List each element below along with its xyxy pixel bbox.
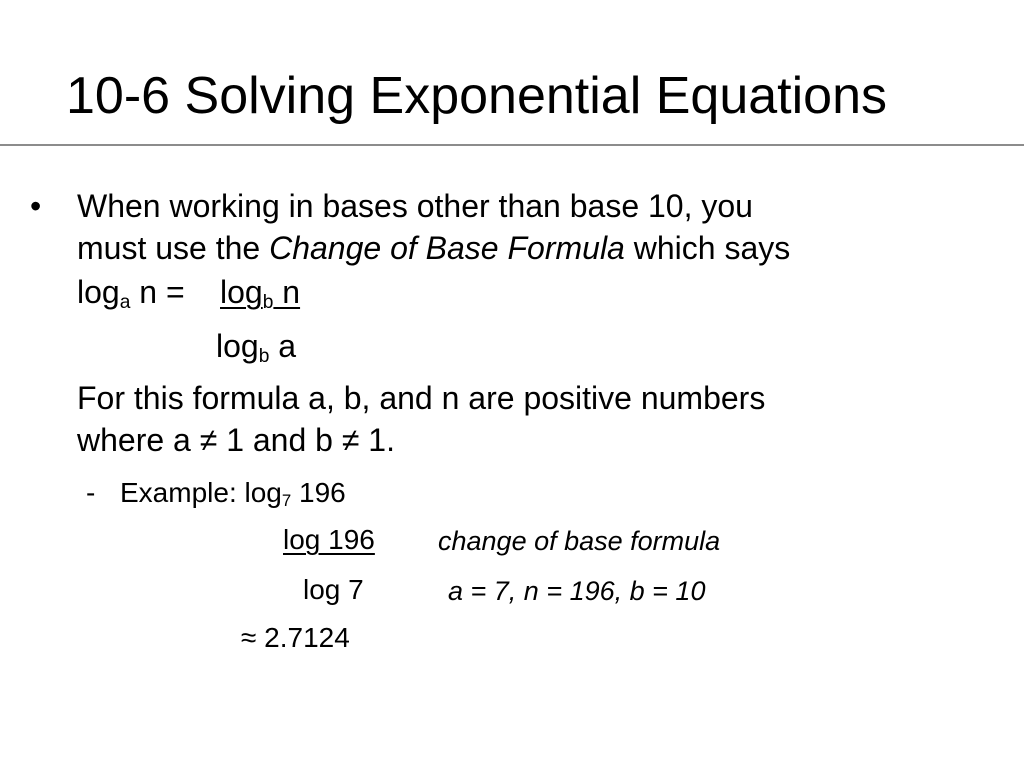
example-result: ≈ 2.7124 [241,622,350,653]
example-base: 7 [281,491,292,511]
bullet-marker: • [30,188,42,224]
slide-title: 10-6 Solving Exponential Equations [66,67,888,125]
example-label: Example: log [120,477,282,508]
formula-lhs-base: a [119,291,131,313]
example-dash: - [86,477,96,508]
title-divider [0,144,1024,146]
example-denominator: log 7 [303,574,364,605]
bullet-line-2-end: which says [624,230,791,266]
formula-num-log: log [220,274,263,310]
formula-lhs-log: log [77,274,120,310]
bullet-line-2 [77,228,790,268]
example-numerator [283,523,375,557]
formula-num-rest: n [273,274,301,310]
example-argument: 196 [291,477,346,508]
para-line-2: where a ≠ 1 and b ≠ 1. [77,422,395,458]
note-values: a = 7, n = 196, b = 10 [448,576,706,606]
formula-den-log: log [216,328,259,364]
formula-numerator-underlined [220,274,301,313]
bullet-line-2-start: must use the [77,230,270,266]
bullet-line-1: When working in bases other than base 10, you [77,188,753,224]
formula-numerator [220,272,300,312]
example-line [120,476,346,510]
example-numerator-text: log 196 [283,524,375,555]
note-change-of-base: change of base formula [438,526,721,556]
change-of-base-term: Change of Base Formula [269,230,625,266]
para-line-1: For this formula a, b, and n are positive numbers [77,380,766,416]
formula-den-rest: a [269,328,297,364]
formula-num-base: b [262,291,274,313]
formula-den-base: b [258,345,270,367]
formula-lhs [77,272,185,312]
formula-denominator [216,326,296,366]
formula-lhs-rest: n = [130,274,185,310]
